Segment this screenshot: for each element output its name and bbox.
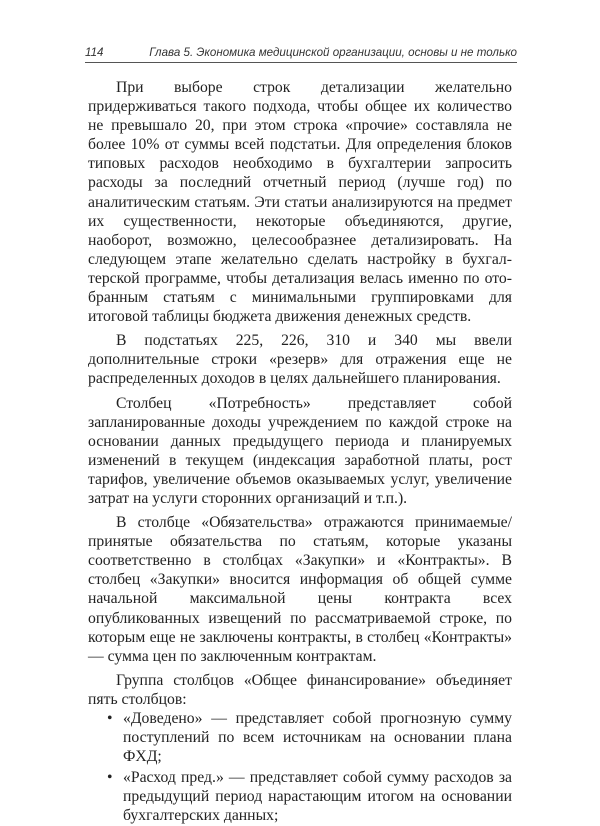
page-number: 114 bbox=[85, 46, 104, 59]
body-text bbox=[88, 78, 512, 826]
running-title: Глава 5. Экономика медицинской организации, основы и не только bbox=[149, 46, 517, 59]
bullet-icon: • bbox=[107, 710, 113, 727]
list-item bbox=[107, 768, 512, 825]
page-header bbox=[85, 44, 517, 64]
list-item-text: «Доведено» — представляет собой прогнозную сумму поступлений по всем источникам на основании плана ФХД; bbox=[123, 710, 512, 766]
paragraph: В столбце «Обязательства» отражаются принимаемые/принятые обязательства по статьям, которые указаны соответственно в столбцах «Закупки» и «Контракты». В столбец «Закупки» вносится информация об общей сумме начальной максимальной цены контракта всех опубликованных извещений по рассматриваемой строке, по которым еще не заключены контракты, в столбец «Контракты» — сумма цен по заключенным контрактам. bbox=[88, 514, 512, 665]
bullet-list bbox=[88, 709, 512, 826]
paragraph: Группа столбцов «Общее финансирование» объединяет пять столбцов: bbox=[88, 671, 512, 708]
bullet-icon: • bbox=[107, 769, 113, 787]
list-item-text: «Расход пред.» — представляет собой сумму расходов за предыдущий период нарастающим итогом на основании бухгалтерских данных; bbox=[123, 769, 512, 825]
paragraph: Столбец «Потребность» представляет собой запланированные доходы учреждением по каждой строке на основании данных предыдущего периода и планируемых изменений в текущем (индексация заработной платы, рост тарифов, увеличение объемов оказываемых услуг, увеличение затрат на услуги сторонних организаций и т.п.). bbox=[88, 394, 512, 507]
paragraph: При выборе строк детализации желательно придерживаться такого подхода, чтобы общее их количество не превышало 20, при этом строка «прочие» составляла не более 10% от суммы всей подстатьи. Для определения блоков типовых расходов необходимо в бухгалтерии запросить расходы за последний отчетный период (лучше год) по аналитическим статьям. Эти статьи анализируются на предмет их существенности, некоторые объединяются, другие, наоборот, возможно, целесообразнее детализировать. На следующем этапе желательно сделать настройку в бухгалтерской программе, чтобы детализация велась именно по отобранным статьям с минимальными группировками для итоговой таблицы бюджета движения денежных средств. bbox=[88, 79, 512, 326]
list-item bbox=[107, 709, 512, 766]
paragraph: В подстатьях 225, 226, 310 и 340 мы ввели дополнительные строки «резерв» для отражения еще не распределенных доходов в целях дальнейшего планирования. bbox=[88, 332, 512, 388]
header-rule bbox=[85, 62, 517, 63]
